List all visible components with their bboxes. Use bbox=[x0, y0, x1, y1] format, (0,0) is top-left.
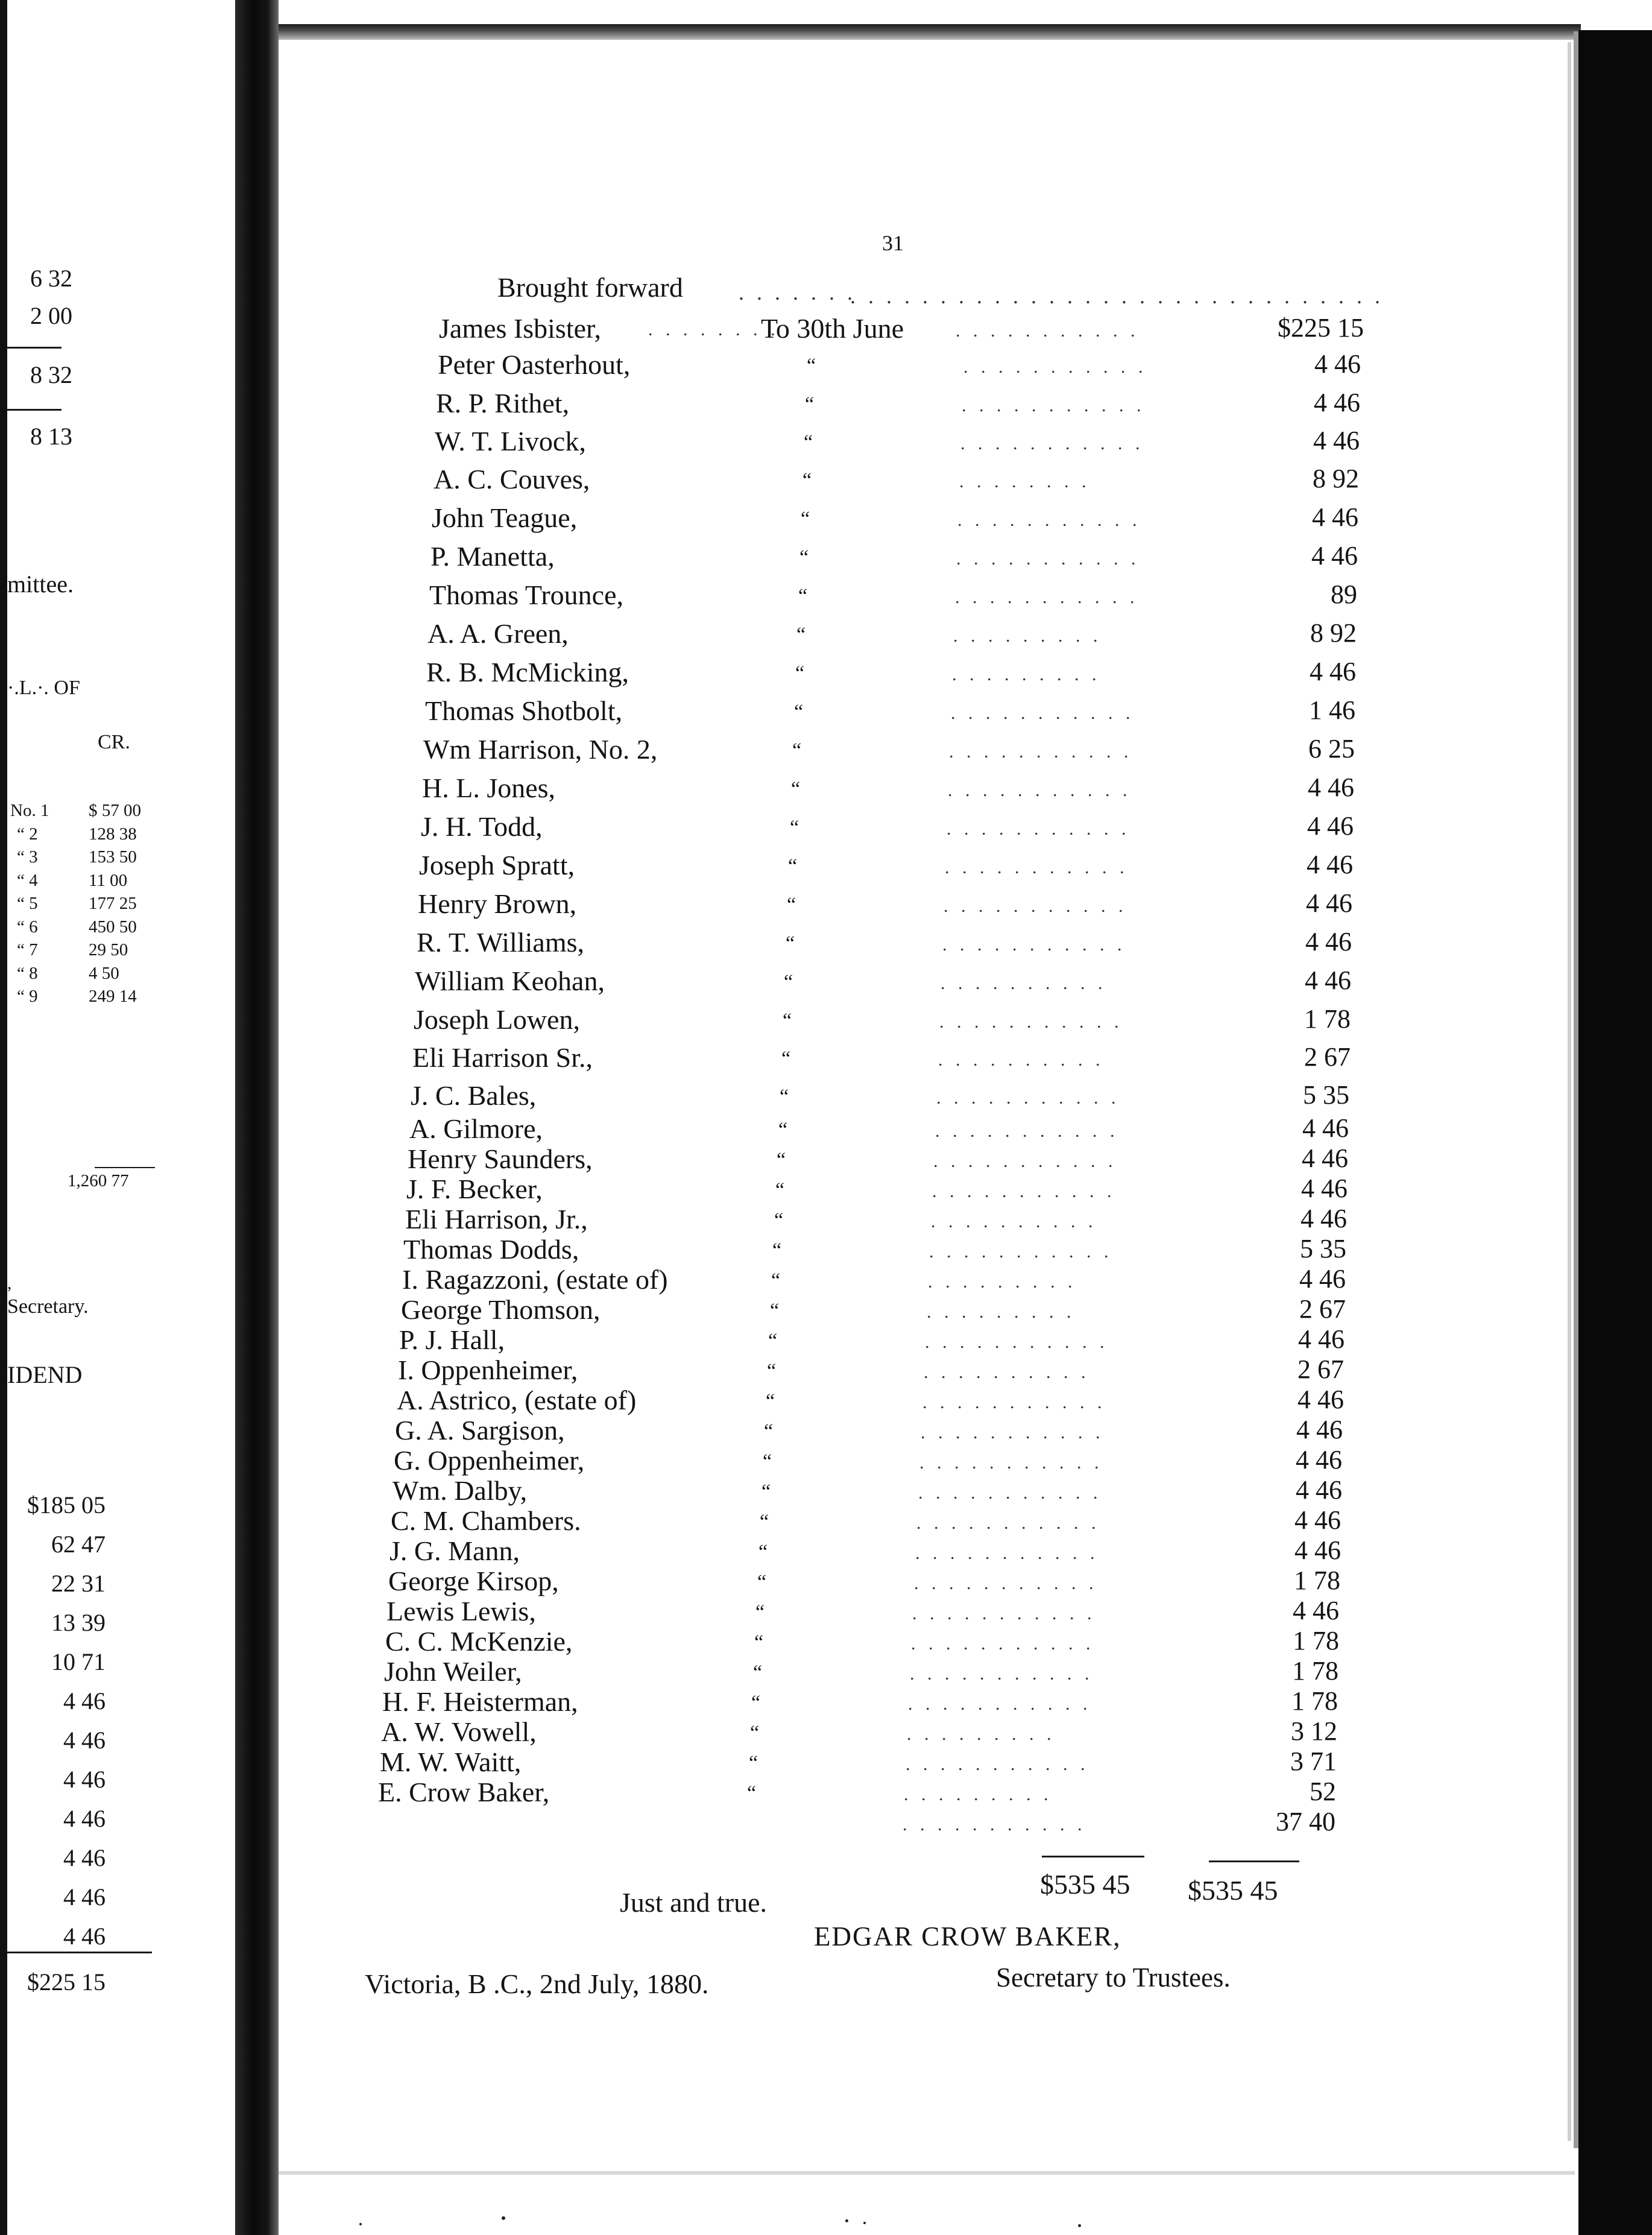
left-dividend-amount: 4 46 bbox=[63, 1805, 106, 1832]
dividend-amount: 4 46 bbox=[1296, 1445, 1342, 1475]
ledger-row bbox=[0, 1263, 1652, 1294]
ledger-row bbox=[0, 502, 1652, 532]
dividend-amount: 4 46 bbox=[1294, 1505, 1341, 1535]
signatory-title: Secretary to Trustees. bbox=[996, 1962, 1231, 1993]
brought-forward-label: Brought forward bbox=[497, 272, 683, 303]
scan-speck bbox=[1078, 2224, 1081, 2227]
ditto-mark: “ bbox=[796, 624, 806, 646]
left-dividend-amount: 22 31 bbox=[51, 1570, 106, 1597]
dividend-amount: 1 78 bbox=[1291, 1686, 1338, 1716]
dot-leader: . . . . . . . . . . . bbox=[957, 510, 1141, 530]
member-name: John Teague, bbox=[432, 502, 578, 533]
dividend-amount: 4 46 bbox=[1307, 850, 1353, 879]
ledger-row bbox=[0, 1354, 1652, 1384]
dividend-amount: $225 15 bbox=[1278, 313, 1364, 343]
left-lodge-amount: 249 14 bbox=[89, 987, 137, 1006]
left-amount: 8 13 bbox=[30, 423, 72, 450]
ledger-row bbox=[0, 1535, 1652, 1565]
ditto-mark: “ bbox=[794, 701, 804, 723]
ledger-row bbox=[0, 1686, 1652, 1716]
dividend-amount: 5 35 bbox=[1303, 1080, 1349, 1110]
left-dividend-amount: $185 05 bbox=[27, 1491, 106, 1519]
member-name: C. M. Chambers. bbox=[391, 1505, 581, 1536]
ditto-mark: “ bbox=[781, 1048, 791, 1070]
ledger-row bbox=[0, 579, 1652, 609]
dividend-amount: 4 46 bbox=[1307, 811, 1354, 841]
ditto-mark: “ bbox=[795, 662, 805, 684]
member-name: M. W. Waitt, bbox=[380, 1747, 522, 1777]
dot-leader: . . . . . . . . bbox=[959, 472, 1091, 492]
member-name: John Weiler, bbox=[384, 1656, 522, 1687]
dividend-amount: 4 46 bbox=[1302, 1113, 1349, 1143]
dot-leader: . . . . . . . . . . . bbox=[908, 1694, 1092, 1714]
member-name: W. T. Livock, bbox=[435, 426, 586, 457]
dividend-amount: 4 46 bbox=[1305, 927, 1352, 956]
ditto-mark: “ bbox=[753, 1661, 763, 1684]
dot-leader: . . . . . . . . . . . bbox=[945, 858, 1129, 877]
ditto-mark: “ bbox=[788, 855, 798, 877]
dot-leader: . . . . . . . . . . . bbox=[962, 396, 1146, 416]
dividend-amount: 4 46 bbox=[1305, 966, 1351, 995]
ledger-row bbox=[0, 463, 1652, 493]
ledger-row bbox=[0, 1414, 1652, 1444]
total-rule-right bbox=[1209, 1860, 1299, 1862]
member-name: A. W. Vowell, bbox=[381, 1716, 537, 1747]
ditto-mark: “ bbox=[766, 1390, 775, 1412]
dot-leader: . . . . . . . . . . . bbox=[955, 587, 1139, 607]
left-lodge-label: “ 7 bbox=[17, 940, 38, 959]
dot-leader: . . . . . . . . . . bbox=[924, 1362, 1090, 1382]
left-lodge-label: “ 3 bbox=[17, 847, 38, 867]
dividend-amount: 4 46 bbox=[1301, 1174, 1348, 1203]
dividend-amount: 2 67 bbox=[1304, 1042, 1351, 1072]
dividend-amount: 4 46 bbox=[1314, 349, 1361, 379]
left-lodge-amount: 153 50 bbox=[89, 847, 137, 867]
left-comma: , bbox=[7, 1274, 12, 1293]
total-rule-left bbox=[1042, 1856, 1144, 1857]
dot-leader: . . . . . . . . . . bbox=[931, 1212, 1097, 1231]
left-secretary-fragment: Secretary. bbox=[7, 1295, 89, 1318]
dividend-amount: 4 46 bbox=[1314, 388, 1360, 417]
left-dividend-total: $225 15 bbox=[27, 1968, 106, 1996]
total-amount-right: $535 45 bbox=[1188, 1875, 1278, 1906]
ledger-row bbox=[0, 1233, 1652, 1263]
ditto-mark: “ bbox=[783, 1010, 792, 1032]
scan-speck bbox=[845, 2219, 848, 2222]
dot-leader: . . . . . . . . . . . bbox=[914, 1573, 1098, 1593]
dividend-amount: 1 78 bbox=[1304, 1004, 1351, 1034]
dividend-amount: 2 67 bbox=[1299, 1294, 1346, 1324]
dividend-amount: 52 bbox=[1310, 1777, 1336, 1806]
ledger-row bbox=[0, 1113, 1652, 1143]
ditto-mark: “ bbox=[807, 355, 816, 377]
ledger-row bbox=[0, 1776, 1652, 1806]
dividend-amount: 4 46 bbox=[1313, 426, 1360, 455]
ditto-mark: “ bbox=[760, 1511, 769, 1533]
page-top-edge bbox=[279, 24, 1581, 40]
member-name: C. C. McKenzie, bbox=[385, 1626, 573, 1657]
dividend-amount: 1 78 bbox=[1293, 1626, 1339, 1655]
member-name: I. Ragazzoni, (estate of) bbox=[402, 1264, 668, 1295]
left-lodge-amount: 29 50 bbox=[89, 940, 128, 959]
ditto-mark: “ bbox=[777, 1149, 786, 1171]
member-name: I. Oppenheimer, bbox=[398, 1355, 578, 1385]
dot-leader: . . . . . . . . . bbox=[953, 626, 1102, 646]
dividend-amount: 4 46 bbox=[1311, 541, 1358, 571]
ditto-mark: “ bbox=[790, 817, 799, 839]
place-and-date: Victoria, B .C., 2nd July, 1880. bbox=[365, 1968, 709, 1999]
ledger-row bbox=[0, 349, 1652, 379]
member-name: R. T. Williams, bbox=[417, 927, 584, 958]
dividend-amount: 3 71 bbox=[1290, 1747, 1337, 1776]
member-name: G. Oppenheimer, bbox=[394, 1445, 585, 1476]
ditto-mark: “ bbox=[747, 1782, 757, 1804]
ledger-row bbox=[0, 772, 1652, 802]
ditto-mark: “ bbox=[761, 1481, 771, 1503]
ledger-row bbox=[0, 618, 1652, 648]
dot-leader: . . . . . . . . . . . bbox=[919, 1453, 1103, 1473]
dot-leader: . . . . . . . . . . . bbox=[911, 1634, 1095, 1654]
dividend-amount: 4 46 bbox=[1306, 888, 1352, 918]
member-name: J. H. Todd, bbox=[421, 811, 543, 842]
dot-leader: . . . . . . . . . . . bbox=[935, 1121, 1119, 1141]
ditto-mark: “ bbox=[780, 1086, 789, 1108]
dividend-amount: 4 46 bbox=[1308, 773, 1354, 802]
dot-leader: . . . . . . . . . . . . . . . . . . . . . . . . . . . . . . bbox=[850, 284, 1384, 308]
member-name: Eli Harrison, Jr., bbox=[405, 1204, 588, 1234]
left-cr-label: CR. bbox=[98, 731, 130, 753]
ditto-mark: “ bbox=[757, 1571, 767, 1593]
ledger-row bbox=[0, 1173, 1652, 1203]
left-dividend-amount: 4 46 bbox=[63, 1844, 106, 1871]
ledger-row bbox=[0, 312, 1652, 343]
left-lodge-label: “ 2 bbox=[17, 824, 38, 844]
member-name: William Keohan, bbox=[415, 966, 605, 996]
left-dividend-fragment: IDEND bbox=[7, 1361, 83, 1388]
dot-leader: . . . . . . . . . . . bbox=[960, 434, 1144, 454]
page-number: 31 bbox=[882, 231, 904, 255]
ledger-row bbox=[0, 1475, 1652, 1505]
dot-leader: . . . . . . . . . . bbox=[941, 973, 1107, 993]
member-name: A. Gilmore, bbox=[409, 1113, 543, 1144]
member-name: Joseph Lowen, bbox=[414, 1004, 580, 1035]
dot-leader: . . . . . . . . . . . bbox=[916, 1513, 1100, 1533]
scan-speck bbox=[863, 2222, 866, 2224]
ditto-mark: “ bbox=[801, 508, 810, 530]
member-name: P. J. Hall, bbox=[399, 1324, 505, 1355]
ditto-mark: “ bbox=[774, 1209, 784, 1231]
ledger-row bbox=[0, 811, 1652, 841]
ledger-row bbox=[0, 425, 1652, 455]
left-amount: 8 32 bbox=[30, 361, 72, 388]
dividend-amount: 4 46 bbox=[1310, 657, 1356, 686]
ditto-mark: “ bbox=[799, 546, 809, 569]
left-amount: 2 00 bbox=[30, 302, 72, 329]
dividend-amount: 4 46 bbox=[1296, 1415, 1343, 1444]
ditto-mark: “ bbox=[768, 1330, 778, 1352]
dot-leader: . . . . . . . . . bbox=[928, 1272, 1077, 1292]
member-name: A. A. Green, bbox=[427, 618, 569, 649]
dividend-amount: 1 78 bbox=[1292, 1656, 1338, 1686]
dot-leader: . . . . . . . . . . . bbox=[918, 1483, 1102, 1503]
dividend-amount: 4 46 bbox=[1294, 1535, 1341, 1565]
ledger-row bbox=[0, 1203, 1652, 1233]
left-lodge-label: “ 6 bbox=[17, 917, 38, 937]
ledger-row bbox=[0, 1004, 1652, 1034]
left-dividend-amount: 10 71 bbox=[51, 1648, 106, 1675]
left-lodge-fragment: ·.L.·. OF bbox=[7, 677, 80, 699]
left-lodge-amount: 4 50 bbox=[89, 964, 119, 983]
dot-leader: . . . . . . . . . . bbox=[938, 1050, 1105, 1070]
page-bottom-shadow bbox=[279, 2171, 1575, 2175]
ledger-row bbox=[0, 733, 1652, 763]
ditto-mark: “ bbox=[805, 393, 815, 416]
ledger-row bbox=[0, 387, 1652, 417]
left-lodge-label: “ 8 bbox=[17, 964, 38, 983]
dot-leader: . . . . . . . . . . . bbox=[903, 1815, 1086, 1835]
left-rule bbox=[7, 1952, 152, 1953]
dot-leader: . . . . . . . . . . . bbox=[915, 1543, 1099, 1563]
ditto-mark: “ bbox=[787, 894, 796, 916]
ledger-row bbox=[0, 1716, 1652, 1746]
dividend-amount: 89 bbox=[1331, 580, 1357, 609]
dot-leader: . . . . . . . . . . . bbox=[929, 1242, 1113, 1262]
dividend-amount: 4 46 bbox=[1298, 1324, 1345, 1354]
dividend-amount: 1 78 bbox=[1294, 1566, 1340, 1595]
left-lodge-amount: $ 57 00 bbox=[89, 801, 141, 820]
member-name: P. Manetta, bbox=[430, 541, 555, 572]
ditto-mark: “ bbox=[754, 1631, 764, 1654]
dot-leader: . . . . . . . . . . . bbox=[944, 896, 1127, 916]
member-name: H. L. Jones, bbox=[422, 773, 556, 803]
dividend-amount: 4 46 bbox=[1293, 1596, 1339, 1625]
member-name: H. F. Heisterman, bbox=[382, 1686, 578, 1717]
ledger-row bbox=[0, 849, 1652, 879]
dot-leader: . . . . . . . . . . . bbox=[921, 1423, 1105, 1443]
left-dividend-amount: 4 46 bbox=[63, 1687, 106, 1715]
left-lodge-label: “ 9 bbox=[17, 987, 38, 1006]
member-name: J. G. Mann, bbox=[389, 1535, 520, 1566]
member-name: G. A. Sargison, bbox=[395, 1415, 565, 1446]
ditto-mark: “ bbox=[749, 1752, 758, 1774]
dividend-amount: 4 46 bbox=[1302, 1143, 1348, 1173]
member-name: R. P. Rithet, bbox=[436, 388, 570, 419]
member-name: Thomas Dodds, bbox=[403, 1234, 579, 1265]
member-name: Peter Oasterhout, bbox=[438, 349, 631, 380]
dot-leader: . . . . . . . . . . . bbox=[912, 1604, 1096, 1623]
dividend-amount: 1 46 bbox=[1309, 695, 1355, 725]
dot-leader: . . . . . . . . . . . bbox=[925, 1332, 1109, 1352]
ledger-row bbox=[0, 656, 1652, 686]
dot-leader: . . . . . . . . . bbox=[927, 1302, 1076, 1322]
left-dividend-amount: 4 46 bbox=[63, 1883, 106, 1911]
ledger-row bbox=[0, 1444, 1652, 1475]
ditto-mark: “ bbox=[771, 1269, 781, 1292]
total-amount-left: $535 45 bbox=[1040, 1869, 1130, 1900]
ledger-row bbox=[0, 1565, 1652, 1595]
ledger-row bbox=[0, 1080, 1652, 1110]
period-label: To 30th June bbox=[761, 313, 904, 344]
ledger-row bbox=[0, 1294, 1652, 1324]
ledger-row bbox=[0, 1595, 1652, 1625]
dot-leader: . . . . . . . . . . . bbox=[956, 549, 1140, 569]
dot-leader: . . . . . . . . . . . bbox=[933, 1151, 1117, 1171]
left-dividend-amount: 13 39 bbox=[51, 1609, 106, 1636]
member-name: Joseph Spratt, bbox=[419, 850, 575, 880]
dot-leader: . . . . . . . . . . . bbox=[922, 1393, 1106, 1412]
dividend-amount: 4 46 bbox=[1312, 502, 1358, 532]
dividend-amount: 5 35 bbox=[1300, 1234, 1346, 1263]
ditto-mark: “ bbox=[798, 585, 808, 607]
member-name: Wm Harrison, No. 2, bbox=[423, 734, 658, 765]
ditto-mark: “ bbox=[802, 469, 812, 492]
dot-leader: . . . . . . . . . . . bbox=[948, 780, 1132, 800]
member-name: Henry Saunders, bbox=[408, 1143, 593, 1174]
ditto-mark: “ bbox=[758, 1541, 768, 1563]
ditto-mark: “ bbox=[778, 1119, 788, 1141]
member-name: J. C. Bales, bbox=[411, 1080, 537, 1111]
ditto-mark: “ bbox=[775, 1179, 785, 1201]
member-name: James Isbister, bbox=[439, 313, 601, 344]
member-name: Lewis Lewis, bbox=[386, 1596, 536, 1626]
dividend-amount: 6 25 bbox=[1308, 734, 1355, 763]
dot-leader: . . . . . . . . . bbox=[904, 1785, 1053, 1804]
ditto-mark: “ bbox=[804, 431, 813, 454]
dot-leader: . . . . . . . . . . . bbox=[932, 1181, 1116, 1201]
member-name: J. F. Becker, bbox=[406, 1174, 543, 1204]
ledger-row bbox=[0, 1384, 1652, 1414]
dot-leader: . . . . . . . bbox=[739, 280, 856, 305]
dot-leader: . . . . . . . . . . . bbox=[936, 1088, 1120, 1108]
ledger-row bbox=[0, 1324, 1652, 1354]
scan-speck bbox=[359, 2223, 362, 2225]
left-lodge-amount: 11 00 bbox=[89, 871, 128, 890]
dot-leader: . . . . . . . . . . . bbox=[947, 819, 1130, 839]
ditto-mark: “ bbox=[792, 739, 802, 762]
dot-leader: . . . . . . . . . . . bbox=[963, 357, 1147, 377]
ledger-row bbox=[0, 1042, 1652, 1072]
member-name: Thomas Trounce, bbox=[429, 580, 623, 610]
ledger-row bbox=[0, 926, 1652, 956]
ditto-mark: “ bbox=[772, 1239, 782, 1262]
signatory-name: EDGAR CROW BAKER, bbox=[814, 1921, 1121, 1952]
dot-leader: . . . . . . . . . bbox=[952, 665, 1101, 684]
ditto-mark: “ bbox=[764, 1420, 774, 1443]
ledger-row bbox=[0, 1806, 1652, 1836]
dividend-amount: 8 92 bbox=[1310, 618, 1357, 648]
ledger-row bbox=[0, 965, 1652, 995]
left-lodge-amount: 450 50 bbox=[89, 917, 137, 937]
member-name: Wm. Dalby, bbox=[393, 1475, 528, 1506]
dividend-amount: 2 67 bbox=[1297, 1355, 1344, 1384]
dividend-amount: 3 12 bbox=[1291, 1716, 1337, 1746]
member-name: George Thomson, bbox=[401, 1294, 601, 1325]
member-name: A. C. Couves, bbox=[433, 464, 590, 495]
ditto-mark: “ bbox=[750, 1722, 760, 1744]
left-lodge-label: “ 4 bbox=[17, 871, 38, 890]
ditto-mark: “ bbox=[784, 971, 793, 993]
dot-leader: . . . . . . . . . . . bbox=[942, 935, 1126, 955]
ditto-mark: “ bbox=[755, 1601, 765, 1623]
ditto-mark: “ bbox=[791, 778, 801, 800]
dividend-amount: 4 46 bbox=[1297, 1385, 1344, 1414]
left-committee-fragment: mittee. bbox=[7, 571, 74, 598]
ditto-mark: “ bbox=[763, 1450, 772, 1473]
ledger-row bbox=[0, 888, 1652, 918]
dot-leader: . . . . . . . . . . . bbox=[949, 742, 1133, 762]
left-dividend-amount: 62 47 bbox=[51, 1531, 106, 1558]
ledger-row bbox=[0, 1655, 1652, 1686]
dot-leader: . . . . . . . . . . . bbox=[910, 1664, 1094, 1684]
dot-leader: . . . . . . . . . . . bbox=[951, 703, 1135, 723]
member-name: George Kirsop, bbox=[388, 1566, 559, 1596]
ditto-mark: “ bbox=[767, 1360, 777, 1382]
member-name: Eli Harrison Sr., bbox=[412, 1042, 593, 1073]
dividend-amount: 4 46 bbox=[1300, 1204, 1347, 1233]
dot-leader: . . . . . . . . . . . bbox=[906, 1754, 1089, 1774]
member-name: Henry Brown, bbox=[418, 888, 577, 919]
left-lodge-amount: 177 25 bbox=[89, 894, 137, 913]
left-lodge-label: “ 5 bbox=[17, 894, 38, 913]
left-dividend-amount: 4 46 bbox=[63, 1766, 106, 1793]
dividend-amount: 37 40 bbox=[1276, 1807, 1335, 1836]
ditto-mark: “ bbox=[786, 932, 795, 955]
ledger-row bbox=[0, 695, 1652, 725]
member-name: A. Astrico, (estate of) bbox=[397, 1385, 637, 1415]
dot-leader: . . . . . . . . bbox=[648, 320, 780, 340]
ledger-row bbox=[0, 1505, 1652, 1535]
dot-leader: . . . . . . . . . bbox=[907, 1724, 1056, 1744]
member-name: R. B. McMicking, bbox=[426, 657, 629, 688]
ledger-row bbox=[0, 1143, 1652, 1173]
ditto-mark: “ bbox=[751, 1692, 761, 1714]
left-lodge-amount: 128 38 bbox=[89, 824, 137, 844]
member-name: E. Crow Baker, bbox=[378, 1777, 550, 1807]
dividend-amount: 4 46 bbox=[1296, 1475, 1342, 1505]
dot-leader: . . . . . . . . . . . bbox=[956, 321, 1140, 341]
dividend-amount: 8 92 bbox=[1313, 464, 1359, 493]
dot-leader: . . . . . . . . . . . bbox=[939, 1012, 1123, 1032]
member-name: Thomas Shotbolt, bbox=[425, 695, 623, 726]
left-amount: 6 32 bbox=[30, 265, 72, 292]
scan-speck bbox=[502, 2216, 505, 2220]
ledger-row bbox=[0, 540, 1652, 571]
left-dividend-amount: 4 46 bbox=[63, 1923, 106, 1950]
ledger-row bbox=[0, 1625, 1652, 1655]
left-lodge-total: 1,260 77 bbox=[68, 1171, 129, 1190]
ledger-row bbox=[0, 1746, 1652, 1776]
ditto-mark: “ bbox=[770, 1300, 780, 1322]
dividend-amount: 4 46 bbox=[1299, 1264, 1346, 1294]
left-lodge-label: No. 1 bbox=[10, 801, 49, 820]
left-dividend-amount: 4 46 bbox=[63, 1727, 106, 1754]
attestation: Just and true. bbox=[620, 1887, 768, 1918]
